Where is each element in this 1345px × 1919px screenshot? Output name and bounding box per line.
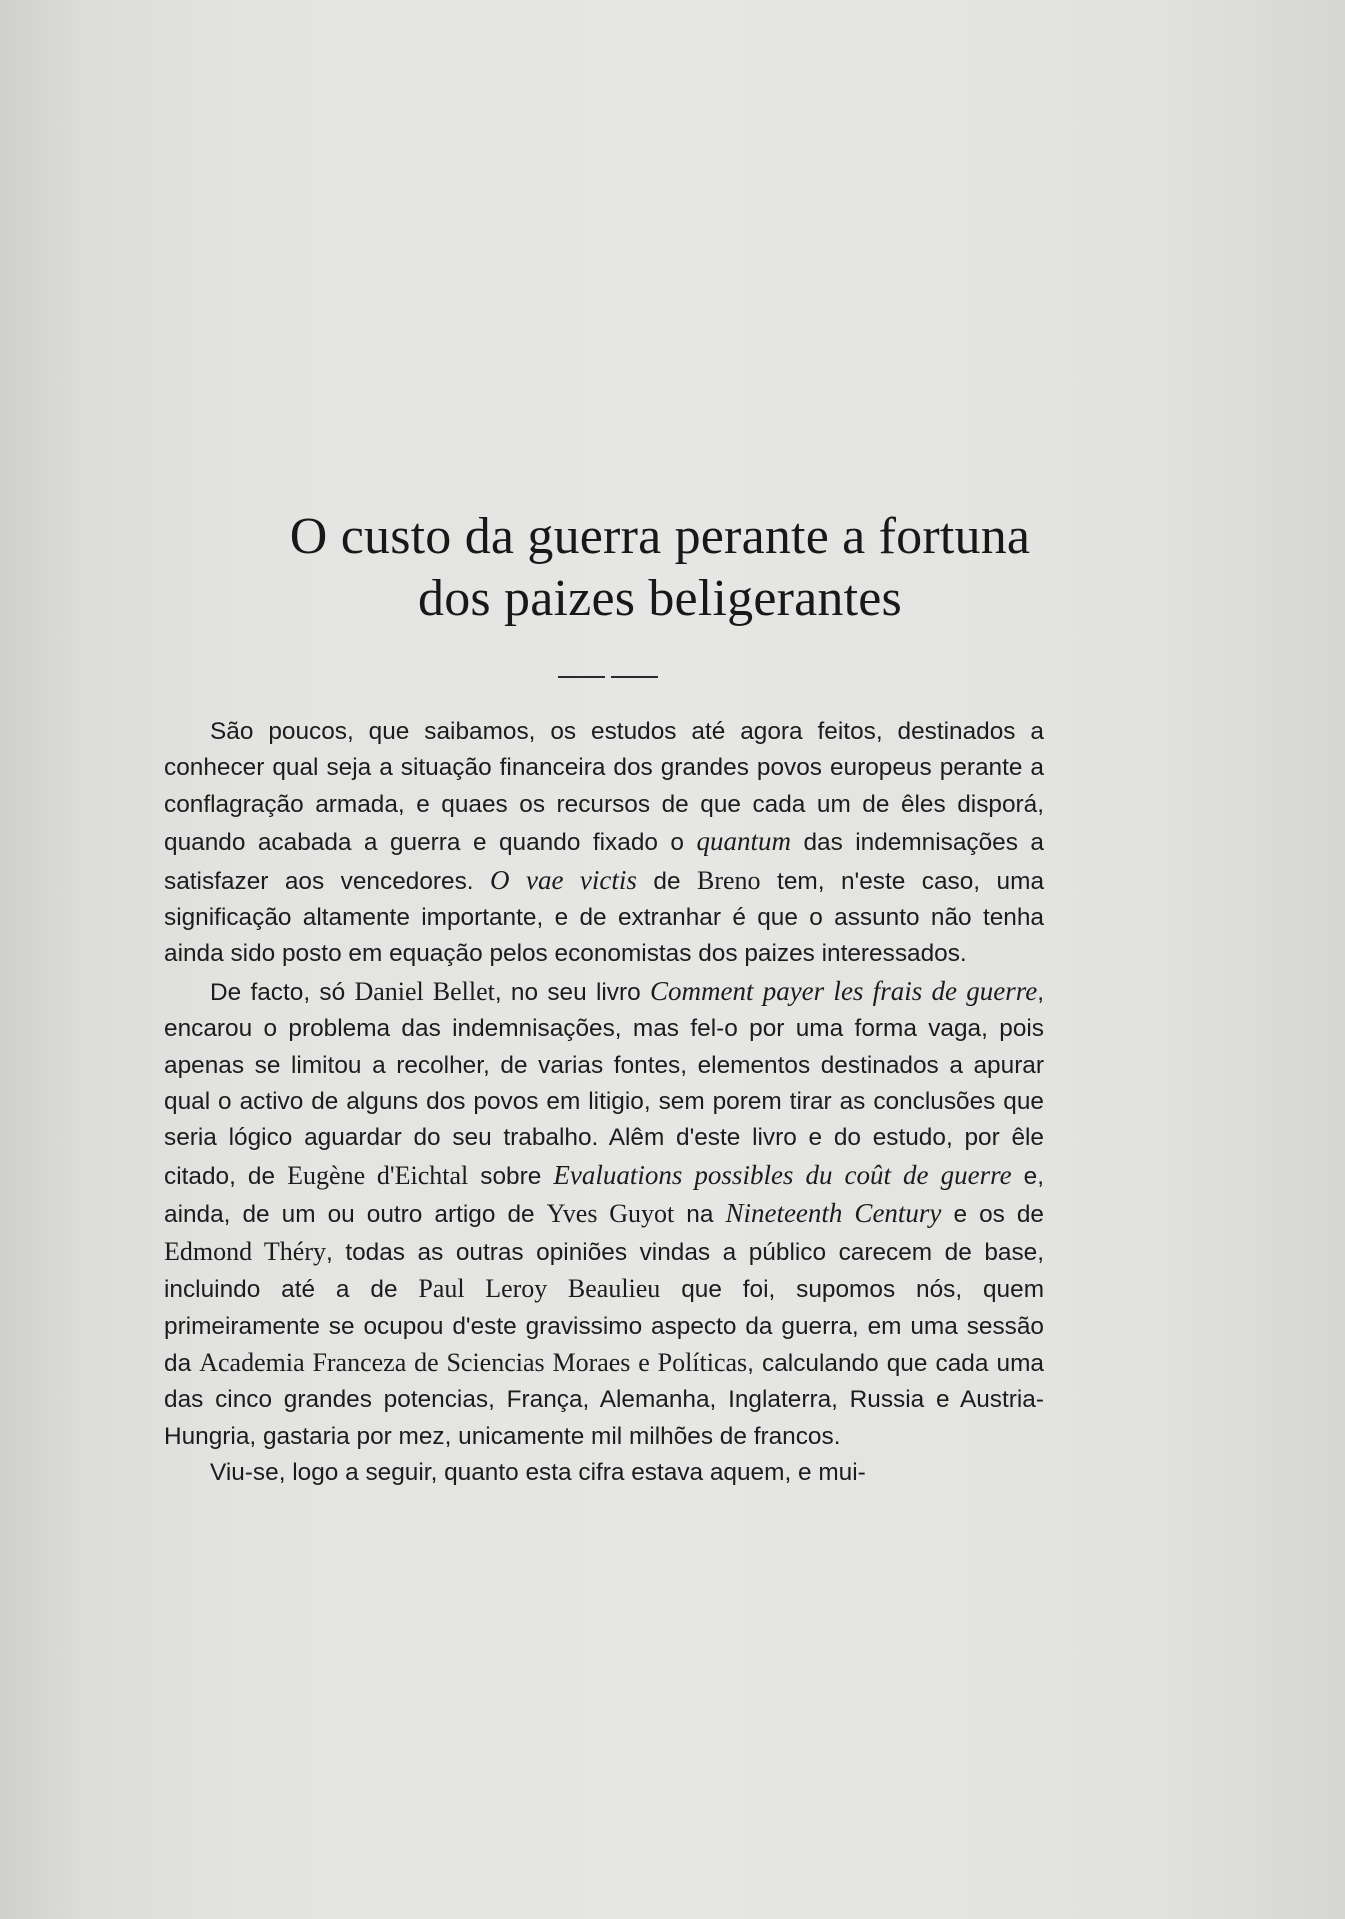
p2-italic-book-title: Comment payer les frais de guerre bbox=[649, 975, 1038, 1006]
p2-text-10: , calculando que cada uma das cinco grandes potencias, França, Alemanha, Inglaterra, Russia e Austria-Hungria, gastaria por mez, unicamente mil milhões de francos. bbox=[164, 1349, 1044, 1450]
p2-text-4: sobre bbox=[468, 1162, 554, 1190]
title-divider bbox=[558, 676, 658, 678]
p1-text-4: tem, n'este caso, uma significação altamente importante, e de extranhar é que o assunto não tenha ainda sido posto em equação pelos economistas dos paizes interessados. bbox=[164, 867, 1045, 968]
p1-italic-vae-victis: O vae victis bbox=[490, 864, 637, 895]
p2-name-yves-guyot: Yves Guyot bbox=[546, 1199, 675, 1229]
p2-name-edmond-thery: Edmond Théry bbox=[164, 1236, 326, 1266]
p2-text-1: De facto, só bbox=[210, 978, 355, 1006]
p1-text-1: São poucos, que saibamos, os estudos até agora feitos, destinados a conhecer qual seja a situação financeira dos grandes povos europeus perante a conflagração armada, e quaes os recursos de que cada um de êles disporá, quando acabada a guerra e quando fixado o bbox=[164, 718, 1044, 857]
p2-text-5: e, ainda, de um ou outro artigo de bbox=[164, 1162, 1044, 1229]
p2-text-3: , encarou o problema das indemnisações, mas fel-o por uma forma vaga, pois apenas se limitou a recolher, de varias fontes, elementos destinados a apurar qual o activo de alguns dos povos em litigio, sem porem tirar as conclusões que seria lógico aguardar do seu trabalho. Alêm d'este livro e do estudo, por êle citado, de bbox=[164, 978, 1044, 1190]
article-title-line-1: O custo da guerra perante a fortuna bbox=[289, 508, 1031, 565]
divider-dash-right bbox=[611, 676, 658, 678]
article-title bbox=[160, 506, 1160, 630]
p2-text-9: que foi, supomos nós, quem primeiramente se ocupou d'este gravissimo aspecto da guerra, em uma sessão da bbox=[164, 1276, 1045, 1377]
paragraph-1 bbox=[164, 714, 1044, 973]
paragraph-3 bbox=[164, 1455, 1044, 1491]
p1-name-breno: Breno bbox=[697, 865, 761, 895]
p3-text-1: Viu-se, logo a seguir, quanto esta cifra estava aquem, e mui- bbox=[210, 1459, 866, 1487]
article-body bbox=[164, 714, 1044, 1492]
p1-text-2: das indemnisações a satisfazer aos vencedores. bbox=[164, 829, 1044, 895]
p2-name-leroy-beaulieu: Paul Leroy Beaulieu bbox=[418, 1274, 661, 1304]
p2-name-eichtal: Eugène d'Eichtal bbox=[287, 1160, 469, 1190]
divider-dash-left bbox=[558, 676, 605, 678]
article-title-line-2: dos paizes beligerantes bbox=[418, 570, 902, 627]
p1-italic-quantum: quantum bbox=[696, 826, 791, 857]
p2-text-8: , todas as outras opiniões vindas a público carecem de base, incluindo até a de bbox=[164, 1238, 1044, 1304]
p2-text-2: , no seu livro bbox=[494, 978, 650, 1006]
p2-name-academia: Academia Franceza de Sciencias Moraes e Políticas bbox=[199, 1347, 748, 1377]
p1-text-3: de bbox=[636, 867, 698, 895]
p2-text-6: na bbox=[674, 1201, 726, 1229]
p2-name-daniel-bellet: Daniel Bellet bbox=[354, 976, 495, 1006]
p2-italic-evaluations: Evaluations possibles du coût de guerre bbox=[553, 1159, 1012, 1190]
paragraph-2 bbox=[164, 973, 1044, 1455]
p2-italic-nineteenth-century: Nineteenth Century bbox=[725, 1198, 942, 1229]
p2-text-7: e os de bbox=[941, 1201, 1044, 1229]
